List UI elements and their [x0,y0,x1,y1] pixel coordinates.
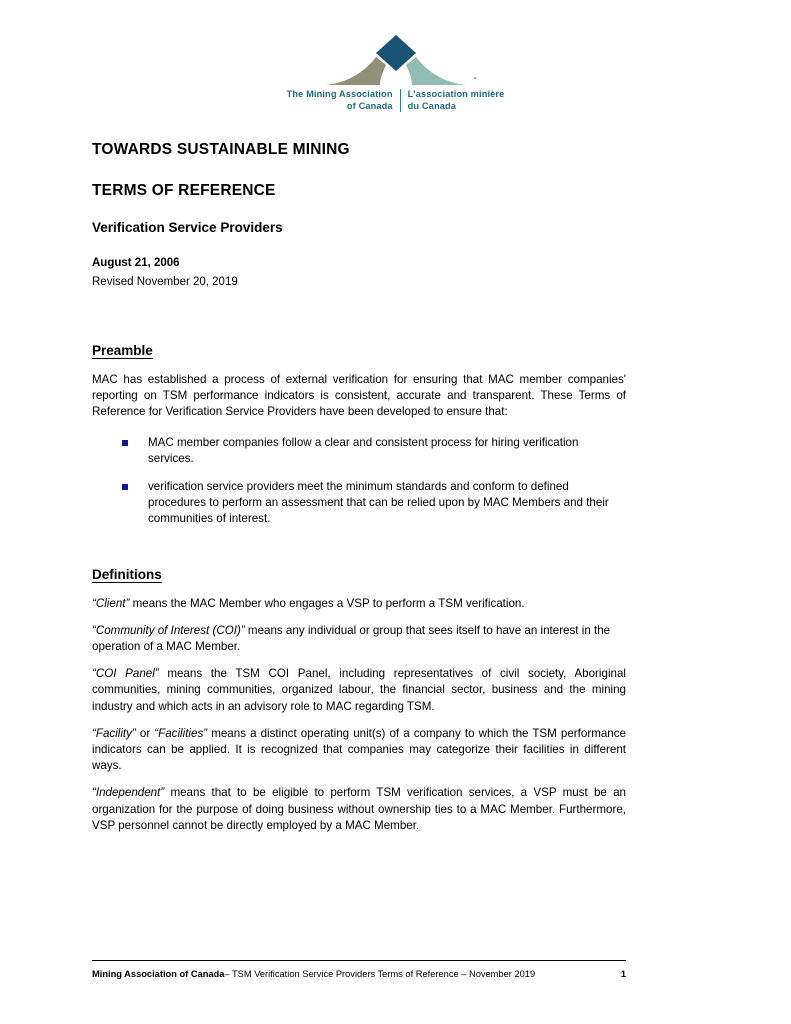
preamble-bullet-list [92,435,626,528]
footer-description: – TSM Verification Service Providers Terms of Reference – November 2019 [224,969,536,979]
definition-text: means the TSM COI Panel, including representatives of civil society, Aboriginal communities, mining communities, organized labour, the financial sector, business and the mining industry and which acts in an advisory role to MAC regarding TSM. [92,667,626,713]
logo-wordmark [286,89,505,112]
page-footer [92,960,626,980]
square-bullet-icon [122,440,128,446]
preamble-paragraph: MAC has established a process of external verification for ensuring that MAC member companies' reporting on TSM performance indicators is consistent, accurate and transparent. These Terms of Reference for Verification Service Providers have been developed to ensure that: [92,373,626,419]
list-item [92,435,626,467]
footer-organization: Mining Association of Canada [92,969,225,979]
mac-logo-mark-icon [290,33,502,88]
square-bullet-icon [122,484,128,490]
document-date: August 21, 2006 [92,257,180,269]
logo-header [0,33,791,112]
document-body [92,140,626,834]
list-item-label: MAC member companies follow a clear and consistent process for hiring verification services. [148,435,579,465]
page-title-line2: TERMS OF REFERENCE [92,182,276,199]
definition-text: means a distinct operating unit(s) of a company to which the TSM performance indicators can be applied. It is recognized that companies may categorize their facilities in different ways. [92,726,626,773]
definition-text: means the MAC Member who engages a VSP to perform a TSM verification. [129,596,525,610]
document-revised-date: Revised November 20, 2019 [92,276,238,288]
definition-term: “Independent” [92,786,165,800]
section-heading-definitions: Definitions [92,566,162,582]
definition-text: means any individual or group that sees itself to have an interest in the operation of a MAC Member. [92,623,611,654]
section-heading-preamble: Preamble [92,343,153,358]
section-preamble [92,342,626,528]
footer-content [92,968,626,980]
mac-logo [286,33,505,112]
definition-entry-facility [92,726,626,775]
page-title-line1: TOWARDS SUSTAINABLE MINING [92,141,350,158]
definition-term-alt: “Facilities” [154,726,208,740]
definition-entry-community-of-interest [92,623,626,655]
definition-term: “Facility” [92,726,136,740]
logo-wordmark-fr-line2: du Canada [407,100,456,111]
definition-entry-independent [92,785,626,834]
list-item [92,479,626,528]
page-subtitle: Verification Service Providers [92,220,283,235]
definition-entry-coi-panel [92,666,626,715]
page-number: 1 [620,969,626,979]
definition-term: “Client” [92,596,130,610]
definition-term: “COI Panel” [92,667,159,681]
logo-wordmark-en [287,89,401,112]
definition-text: means that to be eligible to perform TSM verification services, a VSP must be an organization for the purpose of doing business without ownership ties to a MAC Member. Furthermore, VSP personnel cannot be directly employed by a MAC Member. [92,786,626,832]
logo-wordmark-en-line1: The Mining Association [286,89,393,99]
definition-conjunction: or [135,726,155,740]
logo-wordmark-fr-line1: L'association minière [407,89,505,99]
section-definitions [92,566,626,834]
definition-entry-client [92,596,626,612]
footer-divider [92,960,626,961]
definition-term: “Community of Interest (COI)” [92,623,245,637]
logo-wordmark-fr [401,89,505,112]
list-item-label: verification service providers meet the minimum standards and conform to defined procedures to perform an assessment that can be relied upon by MAC Members and their communities of interest. [148,480,609,526]
logo-wordmark-en-line2: of Canada [346,100,393,111]
